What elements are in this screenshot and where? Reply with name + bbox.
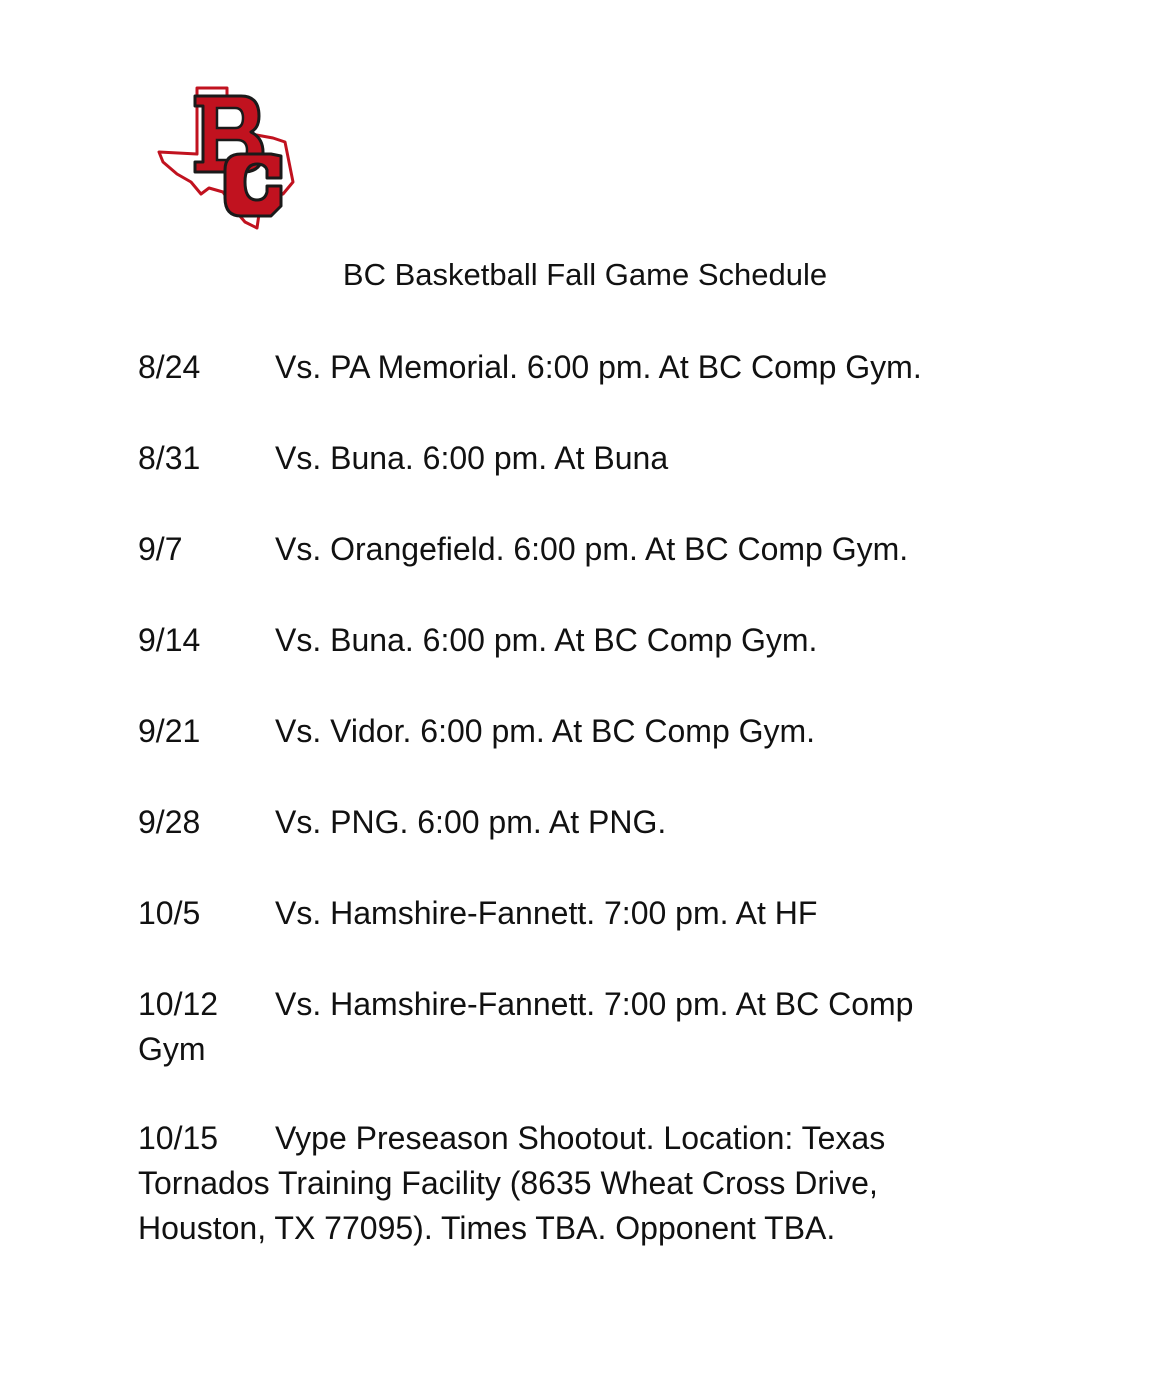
list-item [138, 618, 1038, 663]
game-description: Vs. Buna. 6:00 pm. At BC Comp Gym. [275, 622, 818, 658]
list-item [138, 1116, 948, 1251]
game-date: 10/15 [138, 1120, 219, 1156]
game-description: Vs. Vidor. 6:00 pm. At BC Comp Gym. [275, 713, 816, 749]
game-date: 9/28 [138, 804, 201, 840]
game-date: 9/7 [138, 531, 183, 567]
page-title: BC Basketball Fall Game Schedule [342, 257, 828, 292]
game-date: 10/12 [138, 986, 219, 1022]
list-item [138, 527, 1038, 572]
game-date: 8/24 [138, 349, 201, 385]
list-item [138, 800, 1038, 845]
texas-bc-logo-icon [155, 82, 303, 232]
game-date: 9/14 [138, 622, 201, 658]
list-item [138, 345, 1038, 390]
game-date: 9/21 [138, 713, 201, 749]
game-description: Vs. Orangefield. 6:00 pm. At BC Comp Gym. [275, 531, 909, 567]
game-date: 10/5 [138, 895, 201, 931]
game-description: Vs. PA Memorial. 6:00 pm. At BC Comp Gym. [275, 349, 922, 385]
game-description: Vs. Hamshire-Fannett. 7:00 pm. At BC Comp Gym [138, 986, 914, 1067]
list-item [138, 709, 1038, 754]
game-description: Vype Preseason Shootout. Location: Texas Tornados Training Facility (8635 Wheat Cross Drive, Houston, TX 77095). Times TBA. Opponent TBA. [138, 1120, 886, 1246]
game-description: Vs. PNG. 6:00 pm. At PNG. [275, 804, 667, 840]
game-date: 8/31 [138, 440, 201, 476]
list-item [138, 891, 1038, 936]
game-schedule-list [138, 345, 1038, 1297]
logo-letter-c [225, 154, 281, 216]
game-description: Vs. Hamshire-Fannett. 7:00 pm. At HF [275, 895, 818, 931]
game-description: Vs. Buna. 6:00 pm. At Buna [275, 440, 669, 476]
list-item [138, 982, 968, 1072]
texas-bc-logo [155, 82, 303, 232]
list-item [138, 436, 1038, 481]
